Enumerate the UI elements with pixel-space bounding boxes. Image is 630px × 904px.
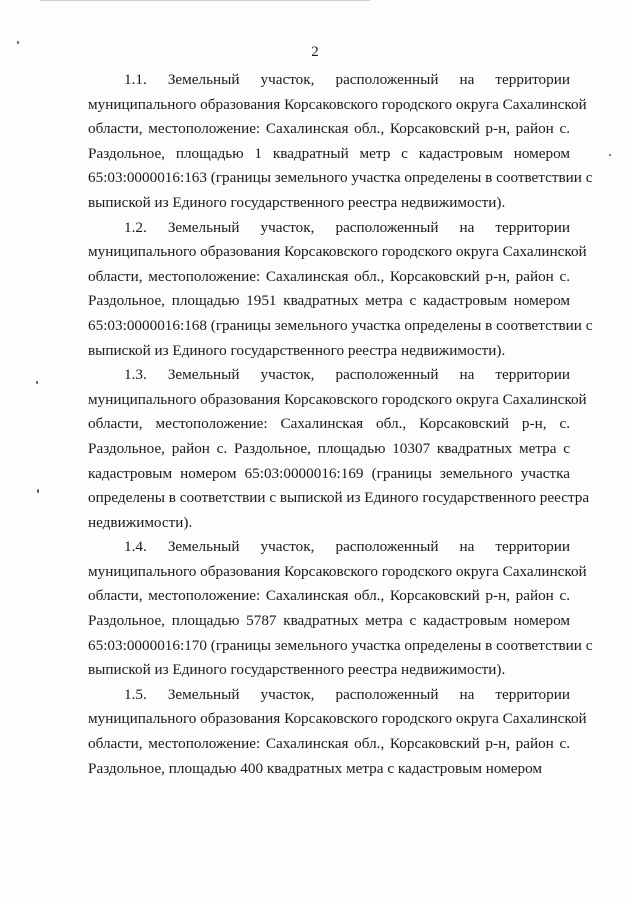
text-line: выпиской из Единого государственного реестра недвижимости). [88, 661, 506, 679]
text-line: области, местоположение: Сахалинская обл., Корсаковский р-н, район с. [88, 735, 570, 753]
text-line: 65:03:0000016:170 (границы земельного участка определены в соответствии с [88, 636, 593, 654]
text-line: области, местоположение: Сахалинская обл., Корсаковский р-н, район с. [88, 267, 570, 285]
text-line: 1.2. Земельный участок, расположенный на территории [124, 218, 570, 236]
text-line: 65:03:0000016:168 (границы земельного участка определены в соответствии с [88, 316, 593, 334]
text-line: Раздольное, площадью 400 квадратных метра с кадастровым номером [88, 759, 543, 777]
text-line: выпиской из Единого государственного реестра недвижимости). [88, 193, 506, 211]
land-plot-item [88, 683, 587, 781]
text-line: муниципального образования Корсаковского городского округа Сахалинской [88, 243, 587, 261]
text-line: 1.4. Земельный участок, расположенный на территории [124, 538, 570, 556]
document-body [88, 68, 593, 781]
land-plot-item [88, 68, 593, 216]
text-line: 1.3. Земельный участок, расположенный на территории [124, 366, 570, 384]
text-line: 65:03:0000016:163 (границы земельного участка определены в соответствии с [88, 169, 593, 187]
scan-edge-line [40, 0, 370, 1]
text-line: определены в соответствии с выпиской из Единого государственного реестра [88, 489, 590, 507]
text-line: недвижимости). [88, 513, 193, 531]
text-line: выпиской из Единого государственного реестра недвижимости). [88, 341, 506, 359]
text-line: области, местоположение: Сахалинская обл., Корсаковский р-н, с. [88, 415, 570, 433]
text-line: Раздольное, площадью 1951 квадратных метра с кадастровым номером [88, 292, 570, 310]
text-line: кадастровым номером 65:03:0000016:169 (границы земельного участка [88, 464, 570, 482]
land-plot-item [88, 216, 593, 364]
text-line: муниципального образования Корсаковского городского округа Сахалинской [88, 390, 587, 408]
text-line: Раздольное, район с. Раздольное, площадью 10307 квадратных метра с [88, 439, 570, 457]
land-plot-item [88, 363, 590, 535]
text-line: области, местоположение: Сахалинская обл., Корсаковский р-н, район с. [88, 120, 570, 138]
text-line: 1.5. Земельный участок, расположенный на территории [124, 685, 570, 703]
scan-speck [36, 381, 38, 384]
text-line: муниципального образования Корсаковского городского округа Сахалинской [88, 95, 587, 113]
text-line: Раздольное, площадью 5787 квадратных метра с кадастровым номером [88, 612, 570, 630]
text-line: Раздольное, площадью 1 квадратный метр с кадастровым номером [88, 144, 570, 162]
scan-speck [37, 489, 39, 493]
land-plot-item [88, 535, 593, 683]
text-line: муниципального образования Корсаковского городского округа Сахалинской [88, 562, 587, 580]
page-number: 2 [311, 44, 319, 60]
scan-speck [609, 154, 611, 156]
text-line: 1.1. Земельный участок, расположенный на территории [124, 71, 570, 88]
text-line: области, местоположение: Сахалинская обл., Корсаковский р-н, район с. [88, 587, 570, 605]
text-line: муниципального образования Корсаковского городского округа Сахалинской [88, 710, 587, 728]
